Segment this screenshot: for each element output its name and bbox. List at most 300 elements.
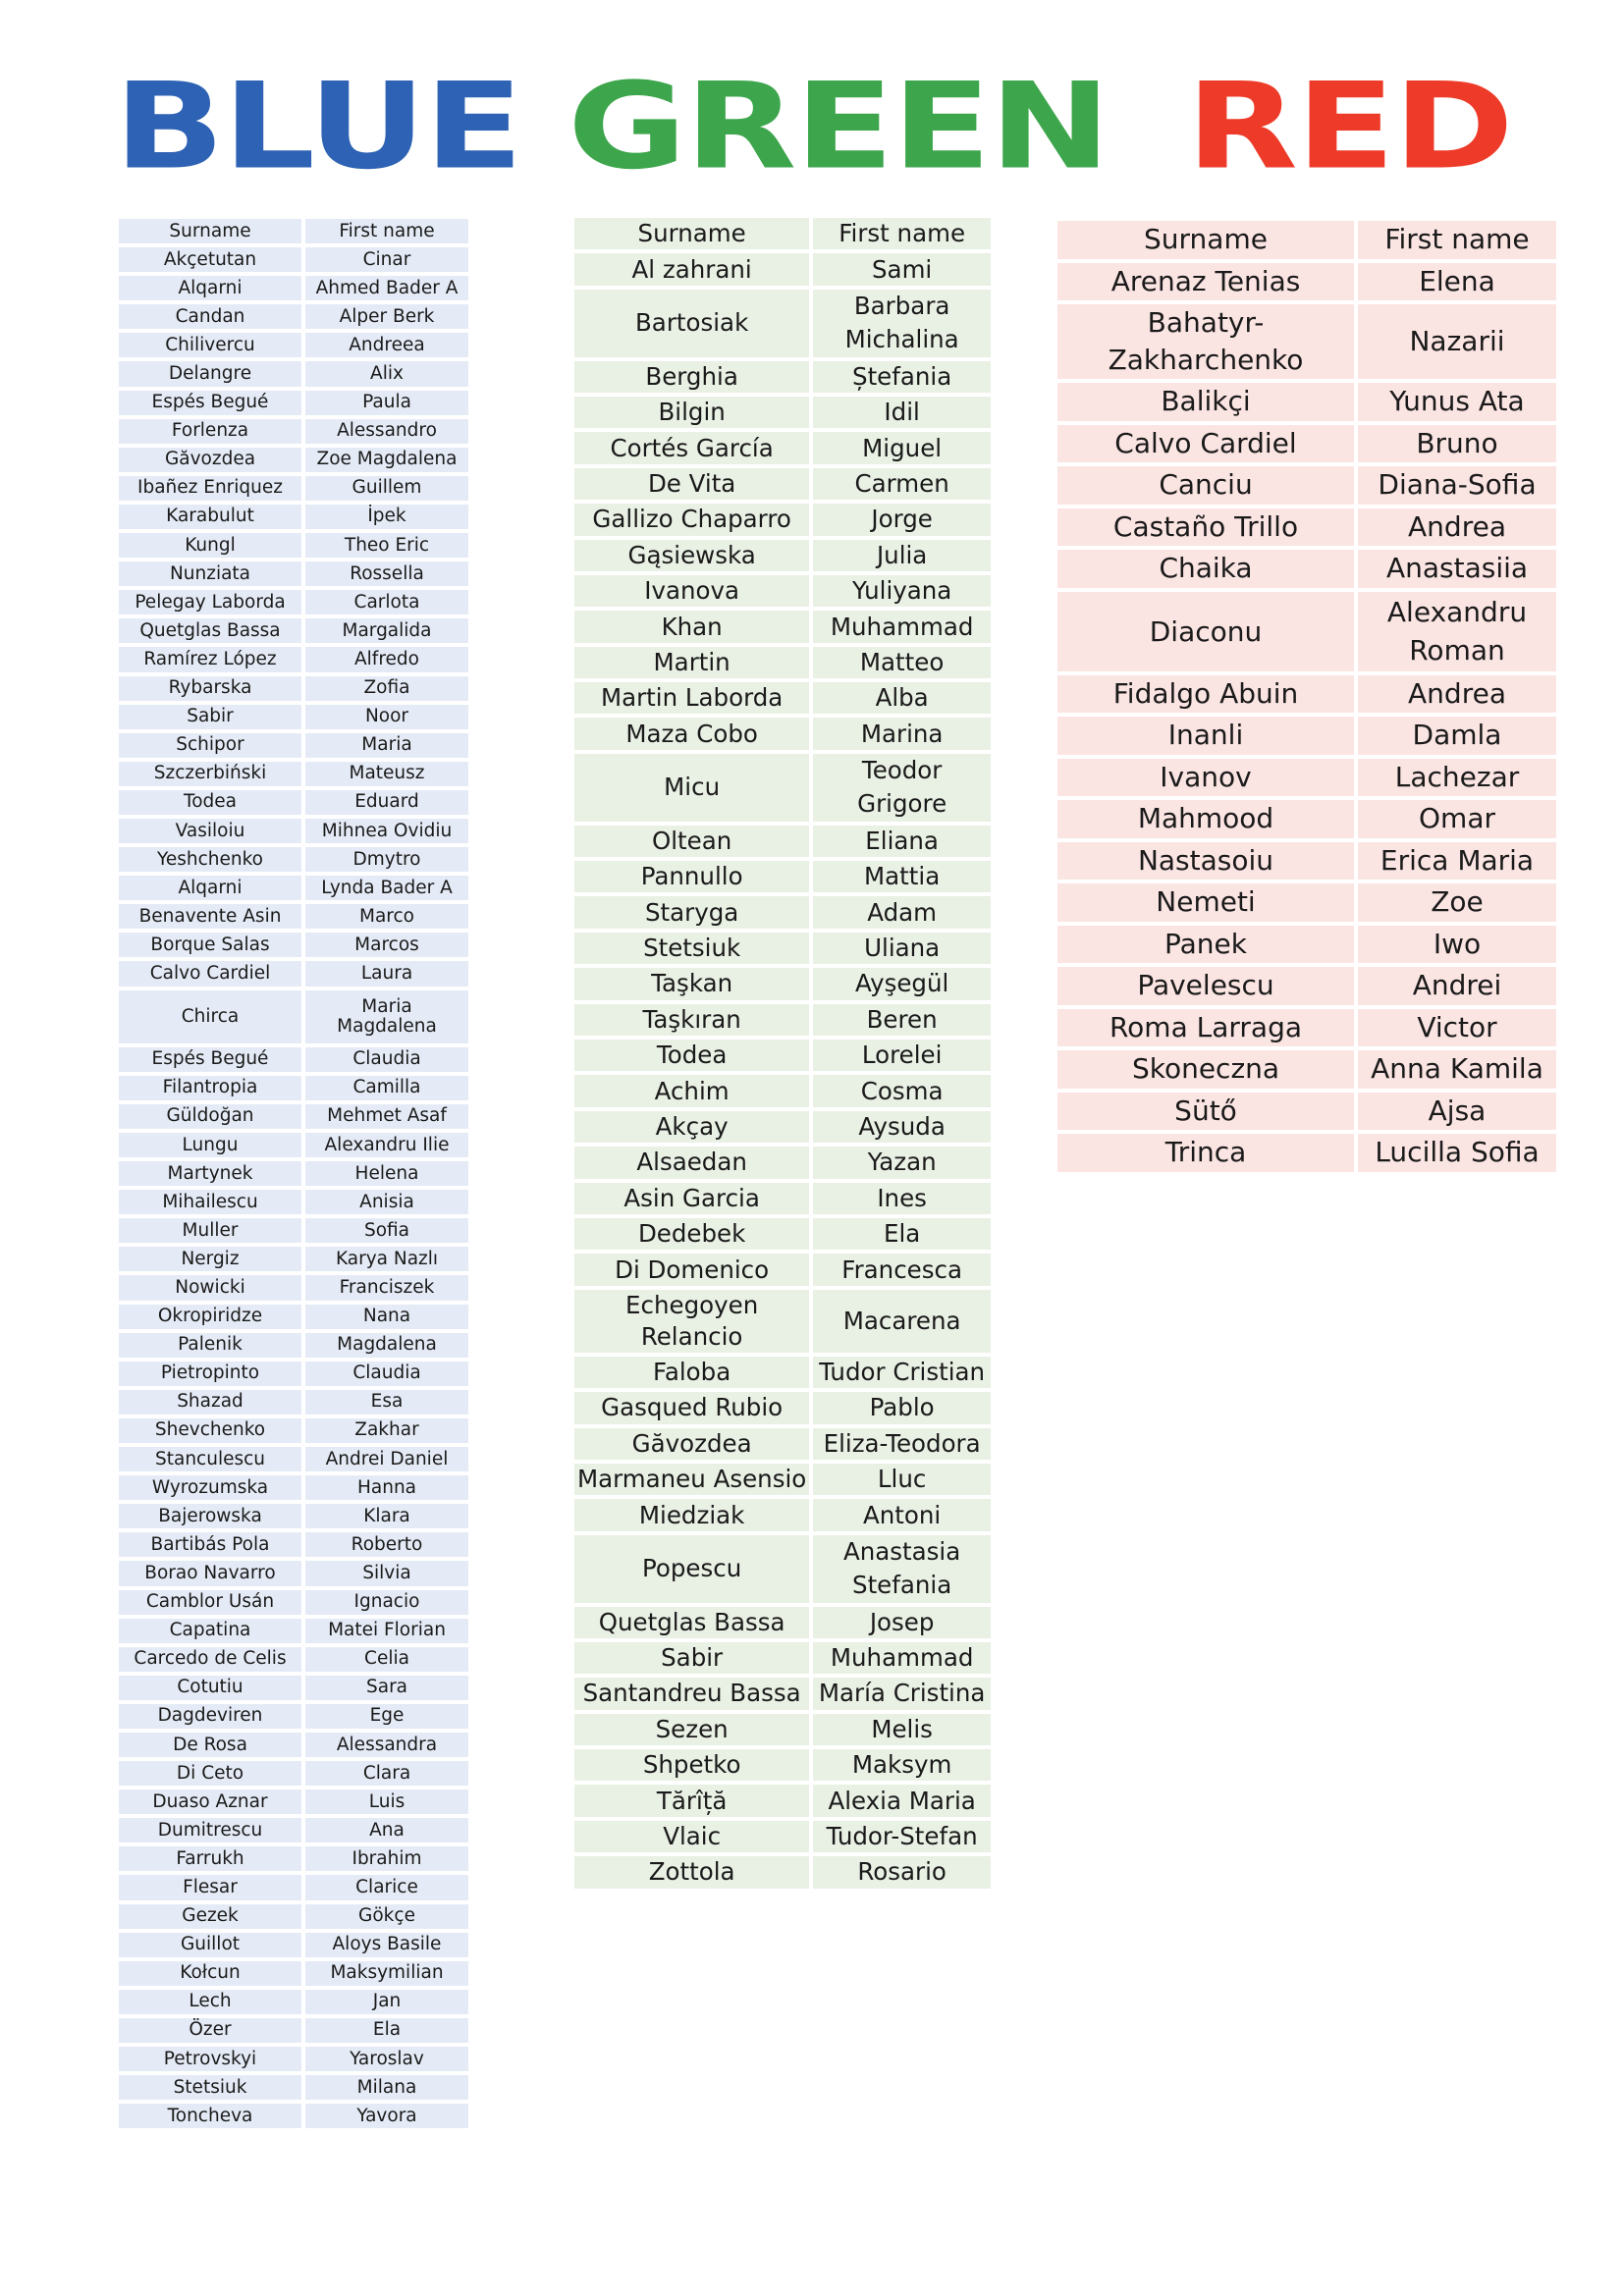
first-name-cell: Marina bbox=[813, 718, 991, 749]
table-row bbox=[574, 896, 991, 928]
surname-cell: Rybarska bbox=[119, 676, 301, 701]
first-name-cell: Alexia Maria bbox=[813, 1785, 991, 1816]
table-row bbox=[119, 990, 468, 1043]
first-name-cell: Bruno bbox=[1358, 425, 1556, 463]
first-name-cell: Maksymilian bbox=[305, 1961, 468, 1986]
surname-cell: Castaño Trillo bbox=[1057, 508, 1354, 547]
table-row bbox=[574, 504, 991, 535]
surname-cell: Khan bbox=[574, 611, 809, 642]
table-row bbox=[119, 533, 468, 558]
table-row bbox=[119, 790, 468, 815]
first-name-cell: Magdalena bbox=[305, 1333, 468, 1358]
surname-cell: Shazad bbox=[119, 1390, 301, 1415]
table-row bbox=[119, 247, 468, 272]
surname-cell: Di Ceto bbox=[119, 1761, 301, 1786]
surname-cell: Candan bbox=[119, 304, 301, 329]
surname-cell: Martin bbox=[574, 647, 809, 678]
table-row bbox=[574, 1147, 991, 1178]
surname-cell: De Rosa bbox=[119, 1733, 301, 1757]
surname-cell: Tărîță bbox=[574, 1785, 809, 1816]
surname-cell: Palenik bbox=[119, 1333, 301, 1358]
table-row bbox=[574, 611, 991, 642]
first-name-cell: Lorelei bbox=[813, 1040, 991, 1071]
first-name-cell: Ayşegül bbox=[813, 968, 991, 999]
table-row bbox=[119, 448, 468, 472]
surname-cell: Găvozdea bbox=[574, 1428, 809, 1460]
surname-cell: Pavelescu bbox=[1057, 967, 1354, 1005]
surname-cell: Faloba bbox=[574, 1357, 809, 1388]
first-name-cell: Anastasia Stefania bbox=[813, 1535, 991, 1603]
surname-cell: Szczerbiński bbox=[119, 762, 301, 786]
surname-cell: Sezen bbox=[574, 1714, 809, 1745]
first-name-cell: Alix bbox=[305, 361, 468, 386]
first-name-cell: Alper Berk bbox=[305, 304, 468, 329]
table-row bbox=[119, 1390, 468, 1415]
first-name-cell: Luis bbox=[305, 1789, 468, 1814]
surname-cell: Panek bbox=[1057, 926, 1354, 964]
surname-cell: Sütő bbox=[1057, 1093, 1354, 1131]
table-row bbox=[119, 1761, 468, 1786]
surname-cell: Schipor bbox=[119, 733, 301, 758]
first-name-cell: Jorge bbox=[813, 504, 991, 535]
first-name-cell: Franciszek bbox=[305, 1275, 468, 1300]
first-name-cell: Lluc bbox=[813, 1464, 991, 1495]
table-row bbox=[119, 1133, 468, 1157]
surname-cell: Stetsiuk bbox=[119, 2075, 301, 2100]
surname-cell: Petrovskyi bbox=[119, 2047, 301, 2071]
first-name-cell: Yunus Ata bbox=[1358, 383, 1556, 421]
table-row bbox=[574, 1821, 991, 1852]
first-name-cell: Muhammad bbox=[813, 611, 991, 642]
surname-cell: Vasiloiu bbox=[119, 819, 301, 843]
surname-cell: Cotutiu bbox=[119, 1676, 301, 1700]
surname-cell: Chaika bbox=[1057, 550, 1354, 588]
table-row bbox=[119, 304, 468, 329]
surname-cell: Bilgin bbox=[574, 397, 809, 428]
first-name-cell: İpek bbox=[305, 505, 468, 529]
surname-cell: Shpetko bbox=[574, 1749, 809, 1781]
table-row bbox=[574, 540, 991, 571]
first-name-cell: Yuliyana bbox=[813, 575, 991, 607]
first-name-cell: Rosario bbox=[813, 1856, 991, 1888]
first-name-cell: Iwo bbox=[1358, 926, 1556, 964]
surname-cell: Balikçi bbox=[1057, 383, 1354, 421]
first-name-cell: Celia bbox=[305, 1647, 468, 1672]
table-row bbox=[574, 1111, 991, 1143]
table-row bbox=[574, 575, 991, 607]
surname-cell: Borque Salas bbox=[119, 933, 301, 957]
first-name-cell: Claudia bbox=[305, 1362, 468, 1386]
first-name-cell: Eliana bbox=[813, 826, 991, 857]
first-name-cell: Noor bbox=[305, 705, 468, 729]
first-name-cell: Ștefania bbox=[813, 361, 991, 393]
table-row bbox=[1057, 717, 1556, 755]
surname-cell: Nowicki bbox=[119, 1275, 301, 1300]
red-team-table bbox=[1054, 217, 1560, 1176]
surname-header: Surname bbox=[1057, 221, 1354, 259]
table-row bbox=[574, 432, 991, 463]
surname-cell: De Vita bbox=[574, 468, 809, 500]
first-name-cell: Beren bbox=[813, 1004, 991, 1036]
first-name-cell: Clara bbox=[305, 1761, 468, 1786]
team-title-green: GREEN bbox=[568, 57, 1109, 196]
first-name-header: First name bbox=[1358, 221, 1556, 259]
table-row bbox=[119, 276, 468, 300]
table-row bbox=[574, 1040, 991, 1071]
first-name-cell: Lynda Bader A bbox=[305, 876, 468, 900]
first-name-cell: Ahmed Bader A bbox=[305, 276, 468, 300]
first-name-cell: Rossella bbox=[305, 561, 468, 586]
first-name-cell: Macarena bbox=[813, 1290, 991, 1353]
surname-cell: Farrukh bbox=[119, 1846, 301, 1871]
first-name-cell: Andrei bbox=[1358, 967, 1556, 1005]
surname-cell: Todea bbox=[119, 790, 301, 815]
surname-cell: Nastasoiu bbox=[1057, 842, 1354, 881]
surname-cell: Okropiridze bbox=[119, 1305, 301, 1329]
surname-cell: Güldoğan bbox=[119, 1104, 301, 1129]
surname-cell: Quetglas Bassa bbox=[119, 618, 301, 643]
table-row bbox=[119, 1076, 468, 1100]
first-name-cell: Laura bbox=[305, 961, 468, 986]
surname-cell: Gezek bbox=[119, 1904, 301, 1929]
first-name-cell: Alba bbox=[813, 682, 991, 714]
first-name-cell: Victor bbox=[1358, 1009, 1556, 1047]
surname-cell: Marmaneu Asensio bbox=[574, 1464, 809, 1495]
table-row bbox=[1057, 592, 1556, 671]
first-name-cell: Sara bbox=[305, 1676, 468, 1700]
surname-cell: Nunziata bbox=[119, 561, 301, 586]
table-row bbox=[574, 647, 991, 678]
first-name-cell: Eliza-Teodora bbox=[813, 1428, 991, 1460]
table-row bbox=[1057, 967, 1556, 1005]
table-row bbox=[1057, 1134, 1556, 1172]
surname-cell: Alqarni bbox=[119, 276, 301, 300]
first-name-cell: Mihnea Ovidiu bbox=[305, 819, 468, 843]
first-name-cell: Uliana bbox=[813, 933, 991, 964]
table-row bbox=[119, 1418, 468, 1443]
first-name-cell: Camilla bbox=[305, 1076, 468, 1100]
table-row bbox=[119, 1218, 468, 1243]
surname-cell: Filantropia bbox=[119, 1076, 301, 1100]
surname-cell: Delangre bbox=[119, 361, 301, 386]
table-row bbox=[574, 1392, 991, 1423]
surname-cell: Canciu bbox=[1057, 466, 1354, 505]
surname-cell: Camblor Usán bbox=[119, 1590, 301, 1615]
first-name-cell: Melis bbox=[813, 1714, 991, 1745]
table-row bbox=[1057, 550, 1556, 588]
table-row bbox=[119, 1676, 468, 1700]
first-name-cell: Roberto bbox=[305, 1532, 468, 1557]
table-row bbox=[1057, 926, 1556, 964]
surname-cell: Staryga bbox=[574, 896, 809, 928]
table-row bbox=[119, 1875, 468, 1899]
table-row bbox=[119, 1590, 468, 1615]
table-row bbox=[574, 1464, 991, 1495]
surname-cell: Vlaic bbox=[574, 1821, 809, 1852]
first-name-cell: Ajsa bbox=[1358, 1093, 1556, 1131]
first-name-cell: Claudia bbox=[305, 1047, 468, 1072]
table-row bbox=[574, 290, 991, 357]
first-name-cell: Marco bbox=[305, 904, 468, 929]
surname-cell: Mihailescu bbox=[119, 1190, 301, 1214]
surname-cell: Calvo Cardiel bbox=[1057, 425, 1354, 463]
surname-cell: Dedebek bbox=[574, 1218, 809, 1250]
table-header-row bbox=[1057, 221, 1556, 259]
first-name-cell: Maria bbox=[305, 733, 468, 758]
surname-cell: Kołcun bbox=[119, 1961, 301, 1986]
first-name-cell: Lachezar bbox=[1358, 759, 1556, 797]
table-row bbox=[574, 1785, 991, 1816]
table-row bbox=[1057, 842, 1556, 881]
table-row bbox=[574, 1607, 991, 1638]
surname-cell: Sabir bbox=[119, 705, 301, 729]
surname-cell: Bajerowska bbox=[119, 1504, 301, 1528]
first-name-cell: Ibrahim bbox=[305, 1846, 468, 1871]
surname-cell: Wyrozumska bbox=[119, 1475, 301, 1500]
table-row bbox=[1057, 800, 1556, 838]
table-row bbox=[574, 253, 991, 285]
table-row bbox=[119, 1818, 468, 1842]
first-name-cell: Alessandro bbox=[305, 419, 468, 444]
surname-cell: Inanli bbox=[1057, 717, 1354, 755]
first-name-cell: Andrei Daniel bbox=[305, 1447, 468, 1471]
table-row bbox=[119, 1933, 468, 1957]
first-name-cell: Idil bbox=[813, 397, 991, 428]
table-row bbox=[574, 1290, 991, 1353]
surname-cell: Shevchenko bbox=[119, 1418, 301, 1443]
table-row bbox=[119, 1532, 468, 1557]
table-row bbox=[119, 2047, 468, 2071]
first-name-cell: Ines bbox=[813, 1183, 991, 1214]
first-name-cell: Margalida bbox=[305, 618, 468, 643]
first-name-cell: Adam bbox=[813, 896, 991, 928]
surname-cell: Echegoyen Relancio bbox=[574, 1290, 809, 1353]
table-row bbox=[574, 1856, 991, 1888]
table-row bbox=[119, 847, 468, 872]
surname-cell: Gąsiewska bbox=[574, 540, 809, 571]
first-name-cell: Anastasiia bbox=[1358, 550, 1556, 588]
surname-cell: Popescu bbox=[574, 1535, 809, 1603]
surname-cell: Toncheva bbox=[119, 2104, 301, 2128]
surname-cell: Di Domenico bbox=[574, 1254, 809, 1285]
first-name-cell: Yazan bbox=[813, 1147, 991, 1178]
first-name-cell: Omar bbox=[1358, 800, 1556, 838]
first-name-cell: Mateusz bbox=[305, 762, 468, 786]
surname-cell: Carcedo de Celis bbox=[119, 1647, 301, 1672]
first-name-cell: Diana-Sofia bbox=[1358, 466, 1556, 505]
first-name-cell: Jan bbox=[305, 1990, 468, 2014]
first-name-cell: Elena bbox=[1358, 263, 1556, 301]
surname-cell: Özer bbox=[119, 2018, 301, 2043]
table-row bbox=[1057, 1050, 1556, 1089]
surname-cell: Sabir bbox=[574, 1642, 809, 1674]
first-name-cell: Gökçe bbox=[305, 1904, 468, 1929]
surname-cell: Benavente Asin bbox=[119, 904, 301, 929]
surname-cell: Taşkan bbox=[574, 968, 809, 999]
first-name-cell: Zoe Magdalena bbox=[305, 448, 468, 472]
surname-cell: Lungu bbox=[119, 1133, 301, 1157]
surname-cell: Oltean bbox=[574, 826, 809, 857]
table-row bbox=[119, 1619, 468, 1643]
first-name-cell: Dmytro bbox=[305, 847, 468, 872]
surname-cell: Stetsiuk bbox=[574, 933, 809, 964]
first-name-cell: Tudor-Stefan bbox=[813, 1821, 991, 1852]
surname-cell: Mahmood bbox=[1057, 800, 1354, 838]
table-row bbox=[574, 1357, 991, 1388]
table-row bbox=[574, 826, 991, 857]
table-row bbox=[119, 1333, 468, 1358]
table-row bbox=[574, 1004, 991, 1036]
table-header-row bbox=[574, 218, 991, 249]
surname-cell: Găvozdea bbox=[119, 448, 301, 472]
first-name-cell: Carlota bbox=[305, 590, 468, 614]
table-row bbox=[574, 1428, 991, 1460]
surname-cell: Gasqued Rubio bbox=[574, 1392, 809, 1423]
first-name-cell: Maria Magdalena bbox=[305, 990, 468, 1043]
table-row bbox=[1057, 304, 1556, 379]
surname-cell: Duaso Aznar bbox=[119, 1789, 301, 1814]
surname-cell: Martynek bbox=[119, 1161, 301, 1186]
first-name-cell: Eduard bbox=[305, 790, 468, 815]
surname-cell: Zottola bbox=[574, 1856, 809, 1888]
first-name-cell: Aloys Basile bbox=[305, 1933, 468, 1957]
surname-cell: Kungl bbox=[119, 533, 301, 558]
table-row bbox=[119, 590, 468, 614]
surname-cell: Bartosiak bbox=[574, 290, 809, 357]
first-name-cell: Silvia bbox=[305, 1561, 468, 1585]
table-row bbox=[574, 1499, 991, 1530]
table-row bbox=[574, 397, 991, 428]
table-row bbox=[574, 1749, 991, 1781]
first-name-cell: Karya Nazlı bbox=[305, 1247, 468, 1271]
surname-cell: Alsaedan bbox=[574, 1147, 809, 1178]
surname-cell: Akçay bbox=[574, 1111, 809, 1143]
table-row bbox=[119, 1047, 468, 1072]
table-row bbox=[119, 1161, 468, 1186]
first-name-cell: Nazarii bbox=[1358, 304, 1556, 379]
first-name-cell: Damla bbox=[1358, 717, 1556, 755]
first-name-cell: Barbara Michalina bbox=[813, 290, 991, 357]
green-team-table bbox=[570, 214, 995, 1893]
table-row bbox=[574, 933, 991, 964]
surname-cell: Chirca bbox=[119, 990, 301, 1043]
surname-cell: Todea bbox=[574, 1040, 809, 1071]
table-row bbox=[574, 1075, 991, 1106]
table-row bbox=[119, 391, 468, 415]
surname-cell: Espés Begué bbox=[119, 1047, 301, 1072]
surname-cell: Akçetutan bbox=[119, 247, 301, 272]
first-name-cell: Ela bbox=[813, 1218, 991, 1250]
table-row bbox=[119, 961, 468, 986]
table-row bbox=[574, 968, 991, 999]
surname-cell: Ramírez López bbox=[119, 647, 301, 671]
table-row bbox=[574, 1535, 991, 1603]
table-row bbox=[119, 1647, 468, 1672]
surname-cell: Calvo Cardiel bbox=[119, 961, 301, 986]
first-name-cell: Klara bbox=[305, 1504, 468, 1528]
surname-cell: Pelegay Laborda bbox=[119, 590, 301, 614]
surname-cell: Skoneczna bbox=[1057, 1050, 1354, 1089]
table-header-row bbox=[119, 219, 468, 243]
first-name-cell: Lucilla Sofia bbox=[1358, 1134, 1556, 1172]
table-row bbox=[119, 476, 468, 501]
surname-header: Surname bbox=[119, 219, 301, 243]
first-name-cell: Maksym bbox=[813, 1749, 991, 1781]
table-row bbox=[1057, 1093, 1556, 1131]
surname-cell: Bartibás Pola bbox=[119, 1532, 301, 1557]
first-name-cell: Zofia bbox=[305, 676, 468, 701]
table-row bbox=[119, 1846, 468, 1871]
table-row bbox=[119, 333, 468, 357]
first-name-cell: Cosma bbox=[813, 1075, 991, 1106]
first-name-cell: Sami bbox=[813, 253, 991, 285]
surname-cell: Cortés García bbox=[574, 432, 809, 463]
surname-cell: Diaconu bbox=[1057, 592, 1354, 671]
table-row bbox=[119, 1704, 468, 1729]
team-title-blue: BLUE bbox=[114, 57, 522, 196]
surname-cell: Martin Laborda bbox=[574, 682, 809, 714]
first-name-cell: Alexandru Roman bbox=[1358, 592, 1556, 671]
table-row bbox=[574, 754, 991, 822]
table-row bbox=[574, 468, 991, 500]
first-name-cell: Francesca bbox=[813, 1254, 991, 1285]
table-row bbox=[119, 561, 468, 586]
table-row bbox=[119, 647, 468, 671]
first-name-cell: Ege bbox=[305, 1704, 468, 1729]
surname-cell: Ivanov bbox=[1057, 759, 1354, 797]
first-name-cell: Matei Florian bbox=[305, 1619, 468, 1643]
surname-cell: Capatina bbox=[119, 1619, 301, 1643]
first-name-cell: Milana bbox=[305, 2075, 468, 2100]
table-row bbox=[574, 1678, 991, 1709]
surname-cell: Muller bbox=[119, 1218, 301, 1243]
table-row bbox=[1057, 466, 1556, 505]
table-row bbox=[119, 705, 468, 729]
first-name-cell: Helena bbox=[305, 1161, 468, 1186]
surname-cell: Micu bbox=[574, 754, 809, 822]
first-name-cell: Antoni bbox=[813, 1499, 991, 1530]
surname-cell: Santandreu Bassa bbox=[574, 1678, 809, 1709]
surname-header: Surname bbox=[574, 218, 809, 249]
table-row bbox=[119, 1561, 468, 1585]
surname-cell: Dumitrescu bbox=[119, 1818, 301, 1842]
first-name-cell: Marcos bbox=[305, 933, 468, 957]
first-name-cell: Julia bbox=[813, 540, 991, 571]
table-row bbox=[574, 1254, 991, 1285]
surname-cell: Al zahrani bbox=[574, 253, 809, 285]
first-name-cell: Yavora bbox=[305, 2104, 468, 2128]
table-row bbox=[119, 933, 468, 957]
surname-cell: Quetglas Bassa bbox=[574, 1607, 809, 1638]
surname-cell: Miedziak bbox=[574, 1499, 809, 1530]
table-row bbox=[119, 1990, 468, 2014]
first-name-cell: Paula bbox=[305, 391, 468, 415]
table-row bbox=[119, 1362, 468, 1386]
table-row bbox=[1057, 425, 1556, 463]
table-row bbox=[119, 2075, 468, 2100]
table-row bbox=[119, 2104, 468, 2128]
first-name-cell: Sofia bbox=[305, 1218, 468, 1243]
table-row bbox=[119, 1475, 468, 1500]
first-name-cell: Mehmet Asaf bbox=[305, 1104, 468, 1129]
table-row bbox=[119, 2018, 468, 2043]
first-name-cell: Miguel bbox=[813, 432, 991, 463]
table-row bbox=[119, 1789, 468, 1814]
surname-cell: Alqarni bbox=[119, 876, 301, 900]
surname-cell: Yeshchenko bbox=[119, 847, 301, 872]
surname-cell: Taşkıran bbox=[574, 1004, 809, 1036]
surname-cell: Nemeti bbox=[1057, 883, 1354, 922]
